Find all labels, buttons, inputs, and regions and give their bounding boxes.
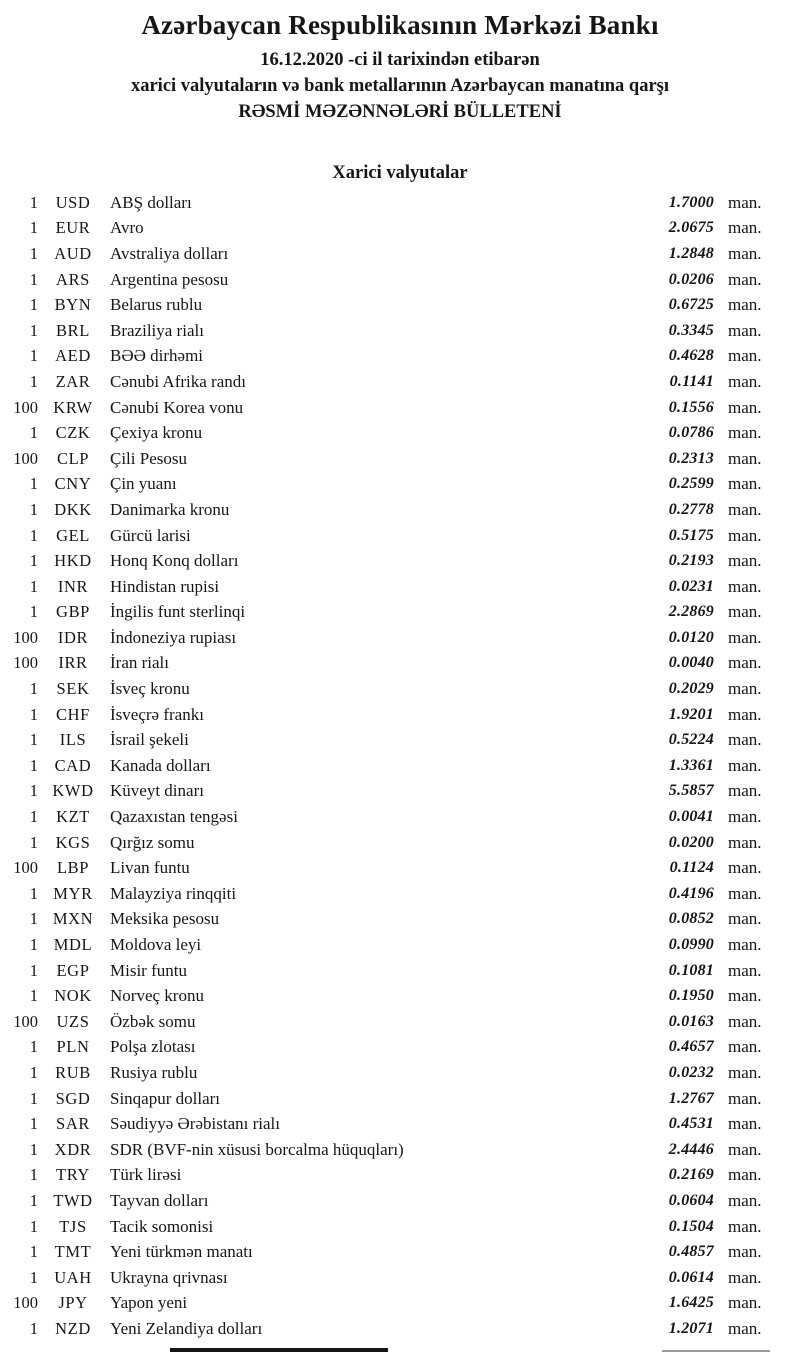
quantity-cell: 1: [29, 295, 38, 315]
unit-label: man.: [728, 269, 762, 289]
currency-code: IDR: [57, 627, 89, 647]
unit-label: man.: [728, 499, 762, 519]
unit-label: man.: [728, 346, 762, 366]
quantity-cell: 1: [29, 755, 38, 775]
rates-table: [0, 190, 800, 1342]
rate-row: [0, 855, 772, 881]
rate-value: 2.2869: [668, 603, 714, 621]
rate-value: 0.0200: [668, 833, 714, 851]
rate-row: [0, 779, 772, 805]
currency-name: Cənubi Afrika randı: [110, 371, 246, 391]
rate-row: [0, 907, 772, 933]
currency-name: Çin yuanı: [110, 474, 177, 494]
unit-label: man.: [728, 1190, 762, 1210]
date-line: 16.12.2020 -ci il tarixindən etibarən: [260, 50, 540, 70]
quantity-cell: 1: [29, 1088, 38, 1108]
rate-row: [0, 1111, 772, 1137]
bulletin-page: [0, 7, 800, 1352]
currency-name: İsveçrə frankı: [110, 704, 204, 724]
currency-name: Çexiya kronu: [110, 423, 203, 443]
rate-row: [0, 267, 772, 293]
subject-line: xarici valyutaların və bank metallarının Azərbaycan manatına qarşı: [130, 76, 670, 96]
currency-name: Ukrayna qrivnası: [110, 1267, 228, 1287]
rate-value: 5.5857: [668, 782, 714, 800]
currency-code: KWD: [52, 781, 94, 801]
rate-value: 0.0604: [668, 1191, 714, 1209]
unit-label: man.: [728, 602, 762, 622]
currency-code: MYR: [53, 883, 93, 903]
currency-code: USD: [55, 192, 91, 212]
rate-value: 0.4531: [668, 1115, 714, 1133]
currency-code: EUR: [55, 218, 91, 238]
currency-name: Özbək somu: [110, 1011, 196, 1031]
rate-row: [0, 1009, 772, 1035]
quantity-cell: 1: [29, 1267, 38, 1287]
rate-value: 0.1141: [669, 372, 714, 390]
rate-value: 1.6425: [668, 1294, 714, 1312]
rate-row: [0, 446, 772, 472]
quantity-cell: 1: [29, 883, 38, 903]
currency-name: Yeni türkmən manatı: [110, 1242, 253, 1262]
quantity-cell: 1: [29, 474, 38, 494]
currency-code: KRW: [53, 397, 93, 417]
rate-value: 0.0852: [668, 910, 714, 928]
rate-row: [0, 1265, 772, 1291]
currency-name: BƏƏ dirhəmi: [110, 346, 204, 366]
unit-label: man.: [728, 909, 762, 929]
rate-row: [0, 625, 772, 651]
currency-code: SGD: [55, 1088, 91, 1108]
quantity-cell: 1: [29, 243, 38, 263]
currency-code: GBP: [56, 602, 90, 622]
currency-name: ABŞ dolları: [110, 192, 192, 212]
unit-label: man.: [728, 1318, 762, 1338]
currency-code: SAR: [56, 1114, 90, 1134]
currency-name: SDR (BVF-nin xüsusi borcalma hüquqları): [110, 1139, 404, 1159]
quantity-cell: 1: [29, 909, 38, 929]
currency-code: TJS: [59, 1216, 87, 1236]
currency-name: Hindistan rupisi: [110, 576, 220, 596]
unit-label: man.: [728, 192, 762, 212]
rate-value: 0.1124: [669, 859, 714, 877]
rate-value: 1.3361: [668, 756, 714, 774]
currency-code: NZD: [55, 1318, 91, 1338]
currency-code: TWD: [53, 1190, 93, 1210]
currency-name: İndoneziya rupiası: [110, 627, 237, 647]
unit-label: man.: [728, 807, 762, 827]
rate-value: 0.2313: [668, 449, 714, 467]
unit-label: man.: [728, 1216, 762, 1236]
currency-code: ILS: [59, 730, 87, 750]
unit-label: man.: [728, 858, 762, 878]
rate-row: [0, 1239, 772, 1265]
unit-label: man.: [728, 755, 762, 775]
quantity-cell: 1: [29, 525, 38, 545]
rate-row: [0, 369, 772, 395]
currency-name: Avstraliya dolları: [110, 243, 229, 263]
quantity-cell: 1: [29, 499, 38, 519]
currency-code: BYN: [54, 295, 92, 315]
rate-value: 0.4196: [668, 884, 714, 902]
quantity-cell: 1: [29, 807, 38, 827]
unit-label: man.: [728, 960, 762, 980]
unit-label: man.: [728, 295, 762, 315]
currency-code: CHF: [56, 704, 90, 724]
rate-row: [0, 574, 772, 600]
currency-code: HKD: [54, 551, 92, 571]
currency-code: AED: [55, 346, 91, 366]
rate-value: 2.0675: [668, 219, 714, 237]
currency-code: INR: [57, 576, 89, 596]
currency-name: Səudiyyə Ərəbistanı rialı: [110, 1114, 280, 1134]
rate-row: [0, 600, 772, 626]
unit-label: man.: [728, 935, 762, 955]
rate-row: [0, 932, 772, 958]
currency-code: EGP: [56, 960, 90, 980]
rate-value: 0.0206: [668, 270, 714, 288]
unit-label: man.: [728, 704, 762, 724]
unit-label: man.: [728, 1242, 762, 1262]
currency-name: Rusiya rublu: [110, 1062, 198, 1082]
rate-row: [0, 344, 772, 370]
quantity-cell: 1: [29, 781, 38, 801]
currency-name: Misir funtu: [110, 960, 187, 980]
rate-row: [0, 292, 772, 318]
quantity-cell: 1: [29, 371, 38, 391]
currency-code: AUD: [54, 243, 92, 263]
rate-value: 0.2599: [668, 475, 714, 493]
rate-row: [0, 548, 772, 574]
currency-name: Malayziya rinqqiti: [110, 883, 237, 903]
quantity-cell: 1: [29, 320, 38, 340]
currency-name: Meksika pesosu: [110, 909, 220, 929]
unit-label: man.: [728, 371, 762, 391]
currency-code: UZS: [56, 1011, 90, 1031]
quantity-cell: 1: [29, 1062, 38, 1082]
rate-row: [0, 1291, 772, 1317]
currency-code: CAD: [54, 755, 92, 775]
currency-code: NOK: [54, 986, 92, 1006]
currency-code: XDR: [54, 1139, 92, 1159]
rate-value: 1.2767: [668, 1089, 714, 1107]
unit-label: man.: [728, 1165, 762, 1185]
currency-name: Argentina pesosu: [110, 269, 229, 289]
quantity-cell: 1: [29, 1114, 38, 1134]
currency-name: Norveç kronu: [110, 986, 204, 1006]
rate-row: [0, 1086, 772, 1112]
bank-title: Azərbaycan Respublikasının Mərkəzi Bankı: [141, 10, 659, 40]
quantity-cell: 1: [29, 704, 38, 724]
rate-row: [0, 318, 772, 344]
rate-value: 0.0990: [668, 936, 714, 954]
currency-name: Qırğız somu: [110, 832, 195, 852]
currency-name: Livan funtu: [110, 858, 190, 878]
currency-name: Braziliya rialı: [110, 320, 204, 340]
quantity-cell: 1: [29, 423, 38, 443]
currency-code: CNY: [54, 474, 92, 494]
currency-name: İsrail şekeli: [110, 730, 189, 750]
quantity-cell: 1: [29, 986, 38, 1006]
unit-label: man.: [728, 986, 762, 1006]
currency-name: Honq Konq dolları: [110, 551, 239, 571]
currency-code: PLN: [56, 1037, 90, 1057]
rate-value: 2.4446: [668, 1140, 714, 1158]
unit-label: man.: [728, 525, 762, 545]
quantity-cell: 1: [29, 551, 38, 571]
page-cutoff-artifact: [170, 1348, 388, 1352]
rate-row: [0, 241, 772, 267]
rate-row: [0, 1163, 772, 1189]
rate-value: 0.1504: [668, 1217, 714, 1235]
unit-label: man.: [728, 448, 762, 468]
currency-name: Tacik somonisi: [110, 1216, 214, 1236]
rate-value: 0.0163: [668, 1012, 714, 1030]
rate-row: [0, 1035, 772, 1061]
currency-name: Tayvan dolları: [110, 1190, 209, 1210]
quantity-cell: 100: [13, 1011, 38, 1031]
unit-label: man.: [728, 243, 762, 263]
rate-row: [0, 420, 772, 446]
rate-row: [0, 676, 772, 702]
quantity-cell: 100: [13, 1293, 38, 1313]
currency-code: UAH: [54, 1267, 92, 1287]
rate-row: [0, 830, 772, 856]
currency-name: İsveç kronu: [110, 679, 190, 699]
rate-value: 1.9201: [668, 705, 714, 723]
quantity-cell: 1: [29, 832, 38, 852]
currency-name: Polşa zlotası: [110, 1037, 196, 1057]
unit-label: man.: [728, 1267, 762, 1287]
unit-label: man.: [728, 679, 762, 699]
quantity-cell: 100: [13, 858, 38, 878]
rate-value: 0.0231: [668, 577, 714, 595]
rate-row: [0, 1214, 772, 1240]
rate-row: [0, 1316, 772, 1342]
rate-value: 0.0120: [668, 628, 714, 646]
unit-label: man.: [728, 1011, 762, 1031]
unit-label: man.: [728, 1139, 762, 1159]
currency-name: Gürcü larisi: [110, 525, 191, 545]
rate-value: 0.1556: [668, 398, 714, 416]
quantity-cell: 1: [29, 576, 38, 596]
rate-row: [0, 804, 772, 830]
rate-value: 0.0232: [668, 1063, 714, 1081]
currency-name: Kanada dolları: [110, 755, 211, 775]
rate-value: 0.0041: [668, 808, 714, 826]
rate-row: [0, 983, 772, 1009]
currency-code: RUB: [55, 1062, 91, 1082]
currency-name: Çili Pesosu: [110, 448, 187, 468]
rate-value: 1.2071: [668, 1319, 714, 1337]
currency-name: Küveyt dinarı: [110, 781, 204, 801]
rate-value: 0.2193: [668, 552, 714, 570]
quantity-cell: 1: [29, 192, 38, 212]
unit-label: man.: [728, 218, 762, 238]
unit-label: man.: [728, 551, 762, 571]
currency-name: İngilis funt sterlinqi: [110, 602, 246, 622]
quantity-cell: 1: [29, 218, 38, 238]
unit-label: man.: [728, 576, 762, 596]
rate-row: [0, 702, 772, 728]
unit-label: man.: [728, 397, 762, 417]
quantity-cell: 1: [29, 346, 38, 366]
unit-label: man.: [728, 1062, 762, 1082]
rate-row: [0, 727, 772, 753]
unit-label: man.: [728, 781, 762, 801]
rate-row: [0, 190, 772, 216]
quantity-cell: 1: [29, 679, 38, 699]
currency-code: CZK: [55, 423, 91, 443]
rate-value: 1.7000: [668, 193, 714, 211]
currency-code: ARS: [56, 269, 90, 289]
unit-label: man.: [728, 474, 762, 494]
quantity-cell: 1: [29, 1190, 38, 1210]
unit-label: man.: [728, 627, 762, 647]
rate-row: [0, 958, 772, 984]
currency-code: KZT: [56, 807, 90, 827]
quantity-cell: 1: [29, 269, 38, 289]
currency-code: KGS: [55, 832, 91, 852]
rate-value: 0.6725: [668, 296, 714, 314]
rate-value: 0.0786: [668, 424, 714, 442]
currency-name: Danimarka kronu: [110, 499, 230, 519]
rate-row: [0, 1060, 772, 1086]
unit-label: man.: [728, 1037, 762, 1057]
quantity-cell: 1: [29, 602, 38, 622]
unit-label: man.: [728, 1114, 762, 1134]
currency-code: MXN: [52, 909, 94, 929]
currency-code: IRR: [58, 653, 88, 673]
bulletin-title: RƏSMİ MƏZƏNNƏLƏRİ BÜLLETENİ: [238, 102, 562, 122]
currency-name: Moldova leyi: [110, 935, 202, 955]
rate-value: 0.2169: [668, 1166, 714, 1184]
rate-value: 0.4857: [668, 1243, 714, 1261]
rate-row: [0, 216, 772, 242]
rate-row: [0, 523, 772, 549]
rate-value: 0.4628: [668, 347, 714, 365]
quantity-cell: 100: [13, 448, 38, 468]
unit-label: man.: [728, 423, 762, 443]
currency-code: JPY: [58, 1293, 88, 1313]
rate-value: 0.5224: [668, 731, 714, 749]
rate-row: [0, 472, 772, 498]
currency-name: Qazaxıstan tengəsi: [110, 807, 238, 827]
currency-code: BRL: [56, 320, 90, 340]
rate-row: [0, 651, 772, 677]
rate-value: 0.0614: [668, 1268, 714, 1286]
rate-value: 0.1081: [668, 961, 714, 979]
rate-value: 0.0040: [668, 654, 714, 672]
currency-code: TMT: [54, 1242, 92, 1262]
currency-name: Yapon yeni: [110, 1293, 188, 1313]
rate-row: [0, 1188, 772, 1214]
currency-code: MDL: [53, 935, 93, 955]
quantity-cell: 1: [29, 1318, 38, 1338]
currency-name: Cənubi Korea vonu: [110, 397, 244, 417]
currency-name: Avro: [110, 218, 144, 238]
rate-value: 1.2848: [668, 244, 714, 262]
quantity-cell: 100: [13, 397, 38, 417]
quantity-cell: 1: [29, 1216, 38, 1236]
rate-row: [0, 881, 772, 907]
quantity-cell: 1: [29, 1165, 38, 1185]
currency-code: ZAR: [55, 371, 91, 391]
rate-value: 0.2778: [668, 500, 714, 518]
unit-label: man.: [728, 653, 762, 673]
unit-label: man.: [728, 1088, 762, 1108]
rate-row: [0, 395, 772, 421]
rate-value: 0.1950: [668, 987, 714, 1005]
quantity-cell: 1: [29, 935, 38, 955]
currency-name: Sinqapur dolları: [110, 1088, 221, 1108]
quantity-cell: 1: [29, 1242, 38, 1262]
currency-name: Türk lirəsi: [110, 1165, 182, 1185]
quantity-cell: 1: [29, 960, 38, 980]
currency-code: TRY: [56, 1165, 90, 1185]
rate-row: [0, 497, 772, 523]
rate-value: 0.2029: [668, 680, 714, 698]
currency-code: DKK: [54, 499, 92, 519]
quantity-cell: 1: [29, 1037, 38, 1057]
rate-value: 0.3345: [668, 321, 714, 339]
quantity-cell: 1: [29, 1139, 38, 1159]
currency-name: Yeni Zelandiya dolları: [110, 1318, 263, 1338]
quantity-cell: 1: [29, 730, 38, 750]
currency-name: Belarus rublu: [110, 295, 203, 315]
rate-row: [0, 753, 772, 779]
currency-name: İran rialı: [110, 653, 169, 673]
quantity-cell: 100: [13, 627, 38, 647]
unit-label: man.: [728, 1293, 762, 1313]
rate-value: 0.5175: [668, 526, 714, 544]
unit-label: man.: [728, 883, 762, 903]
unit-label: man.: [728, 320, 762, 340]
currency-code: CLP: [56, 448, 90, 468]
currency-code: GEL: [56, 525, 90, 545]
currency-code: SEK: [56, 679, 90, 699]
currency-code: LBP: [56, 858, 90, 878]
rate-value: 0.4657: [668, 1038, 714, 1056]
rate-row: [0, 1137, 772, 1163]
quantity-cell: 100: [13, 653, 38, 673]
unit-label: man.: [728, 730, 762, 750]
unit-label: man.: [728, 832, 762, 852]
section-title: Xarici valyutalar: [332, 163, 468, 183]
